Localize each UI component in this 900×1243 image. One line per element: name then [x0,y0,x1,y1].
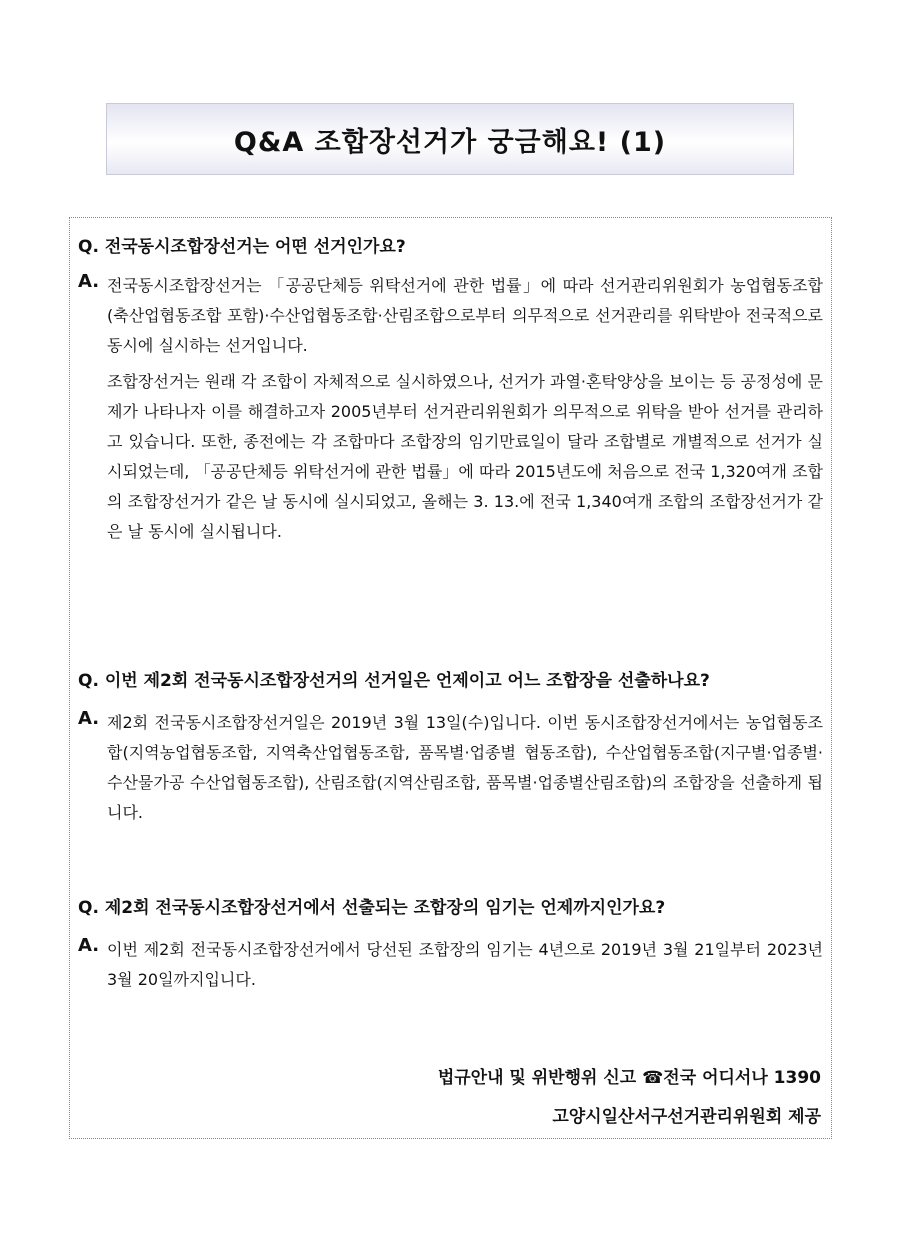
answer-2 [78,708,823,828]
answer-3-paragraph-1: 이번 제2회 전국동시조합장선거에서 당선된 조합장의 임기는 4년으로 2019년 3월 21일부터 2023년 3월 20일까지입니다. [107,940,823,989]
answer-1 [78,271,823,547]
question-1: Q. 전국동시조합장선거는 어떤 선거인가요? [78,237,406,257]
page-title: Q&A 조합장선거가 궁금해요! (1) [233,126,667,158]
answer-mark: A. [78,935,100,956]
answer-mark: A. [78,271,100,292]
answer-mark: A. [78,708,100,729]
title-banner [106,103,794,175]
footer-provider: 고양시일산서구선거관리위원회 제공 [552,1107,821,1127]
footer-contact: 법규안내 및 위반행위 신고 ☎전국 어디서나 1390 [437,1068,821,1088]
qa-content-box [69,217,832,1139]
question-3: Q. 제2회 전국동시조합장선거에서 선출되는 조합장의 임기는 언제까지인가요? [78,898,666,918]
question-2: Q. 이번 제2회 전국동시조합장선거의 선거일은 언제이고 어느 조합장을 선출하나요? [78,671,710,691]
answer-1-paragraph-1: 전국동시조합장선거는 「공공단체등 위탁선거에 관한 법률」에 따라 선거관리위원회가 농업협동조합(축산업협동조합 포함)·수산업협동조합·산림조합으로부터 의무적으로 선거관리를 위탁받아 전국적으로 동시에 실시하는 선거입니다. [107,276,823,355]
answer-1-paragraph-2: 조합장선거는 원래 각 조합이 자체적으로 실시하였으나, 선거가 과열·혼탁양상을 보이는 등 공정성에 문제가 나타나자 이를 해결하고자 2005년부터 선거관리위원회가 의무적으로 위탁을 받아 선거를 관리하고 있습니다. 또한, 종전에는 각 조합마다 조합장의 임기만료일이 달라 조합별로 개별적으로 선거가 실시되었는데, 「공공단체등 위탁선거에 관한 법률」에 따라 2015년도에 처음으로 전국 1,320여개 조합의 조합장선거가 같은 날 동시에 실시되었고, 올해는 3. 13.에 전국 1,340여개 조합의 조합장선거가 같은 날 동시에 실시됩니다. [107,372,823,541]
answer-2-paragraph-1: 제2회 전국동시조합장선거일은 2019년 3월 13일(수)입니다. 이번 동시조합장선거에서는 농업협동조합(지역농업협동조합, 지역축산업협동조합, 품목별·업종별 협동조합), 수산업협동조합(지구별·업종별·수산물가공 수산업협동조합), 산림조합(지역산림조합, 품목별·업종별산림조합)의 조합장을 선출하게 됩니다. [107,713,823,822]
answer-3 [78,935,823,995]
